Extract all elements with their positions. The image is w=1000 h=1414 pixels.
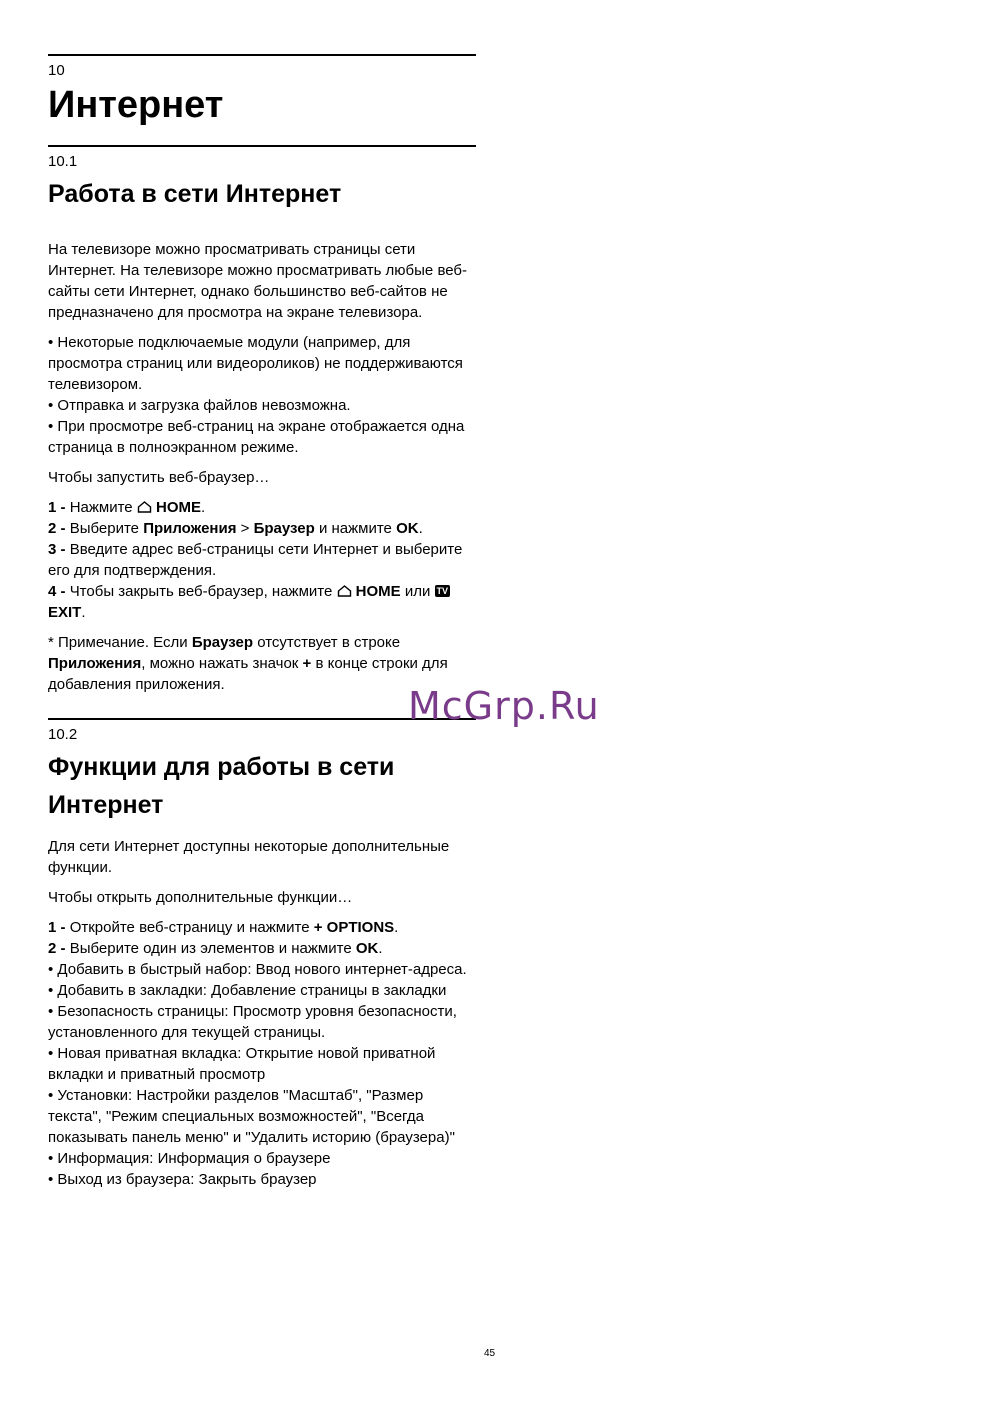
list-item: • При просмотре веб-страниц на экране отображается одна страница в полноэкранном режиме. <box>48 418 465 456</box>
step-2: 2 - Выберите Приложения > Браузер и нажмите OK. <box>48 520 423 537</box>
step-1: 1 - Нажмите HOME. <box>48 499 206 516</box>
note: * Примечание. Если Браузер отсутствует в строке Приложения, можно нажать значок + в конце строки для добавления приложения. <box>48 634 448 693</box>
options-key: + OPTIONS <box>313 919 395 936</box>
chapter-header <box>48 54 476 128</box>
watermark: McGrp.Ru <box>408 684 600 728</box>
section-intro: На телевизоре можно просматривать страницы сети Интернет. На телевизоре можно просматривать любые веб-сайты сети Интернет, однако большинство веб-сайтов не предназначено для просмотра на экране телевизора. <box>48 241 468 321</box>
start-browser-text: Чтобы запустить веб-браузер… <box>48 469 270 486</box>
chapter-title: Интернет <box>48 84 224 126</box>
section-rule <box>48 145 476 147</box>
page-number: 45 <box>484 1348 496 1359</box>
list-item: • Выход из браузера: Закрыть браузер <box>48 1171 317 1188</box>
list-item: • Установки: Настройки разделов "Масштаб", "Размер текста", "Режим специальных возможностей", "Всегда показывать панель меню" и "Удалить историю (браузера)" <box>48 1087 455 1146</box>
section-title: Работа в сети Интернет <box>48 180 342 208</box>
step-3: 3 - Введите адрес веб-страницы сети Интернет и выберите его для подтверждения. <box>48 541 463 579</box>
chapter-rule <box>48 54 476 56</box>
steps-list <box>48 497 476 623</box>
home-icon <box>337 582 352 594</box>
home-icon <box>137 498 152 510</box>
options-list <box>48 917 476 1190</box>
step-1: 1 - Откройте веб-страницу и нажмите + OPTIONS. <box>48 919 399 936</box>
step-4: 4 - Чтобы закрыть веб-браузер, нажмите HOME или TV EXIT. <box>48 583 449 621</box>
list-item: • Информация: Информация о браузере <box>48 1150 331 1167</box>
list-item: • Добавить в закладки: Добавление страницы в закладки <box>48 982 447 999</box>
list-item: • Безопасность страницы: Просмотр уровня безопасности, установленного для текущей страницы. <box>48 1003 457 1041</box>
list-item: • Добавить в быстрый набор: Ввод нового интернет-адреса. <box>48 961 467 978</box>
chapter-number: 10 <box>48 62 65 79</box>
tv-icon: TV <box>436 586 449 596</box>
list-item: • Некоторые подключаемые модули (например, для просмотра страниц или видеороликов) не поддерживаются телевизором. <box>48 334 463 393</box>
section-number: 10.1 <box>48 153 78 170</box>
section-title-line-1: Функции для работы в сети <box>48 753 395 781</box>
section-title-line-2: Интернет <box>48 791 164 819</box>
section-number: 10.2 <box>48 726 78 743</box>
step-2: 2 - Выберите один из элементов и нажмите OK. <box>48 940 383 957</box>
section-10-1 <box>48 145 476 695</box>
open-options-text: Чтобы открыть дополнительные функции… <box>48 889 353 906</box>
limitations-list <box>48 332 476 458</box>
section-intro: Для сети Интернет доступны некоторые дополнительные функции. <box>48 838 450 876</box>
list-item: • Новая приватная вкладка: Открытие новой приватной вкладки и приватный просмотр <box>48 1045 436 1083</box>
list-item: • Отправка и загрузка файлов невозможна. <box>48 397 351 414</box>
section-10-2 <box>48 718 476 1190</box>
